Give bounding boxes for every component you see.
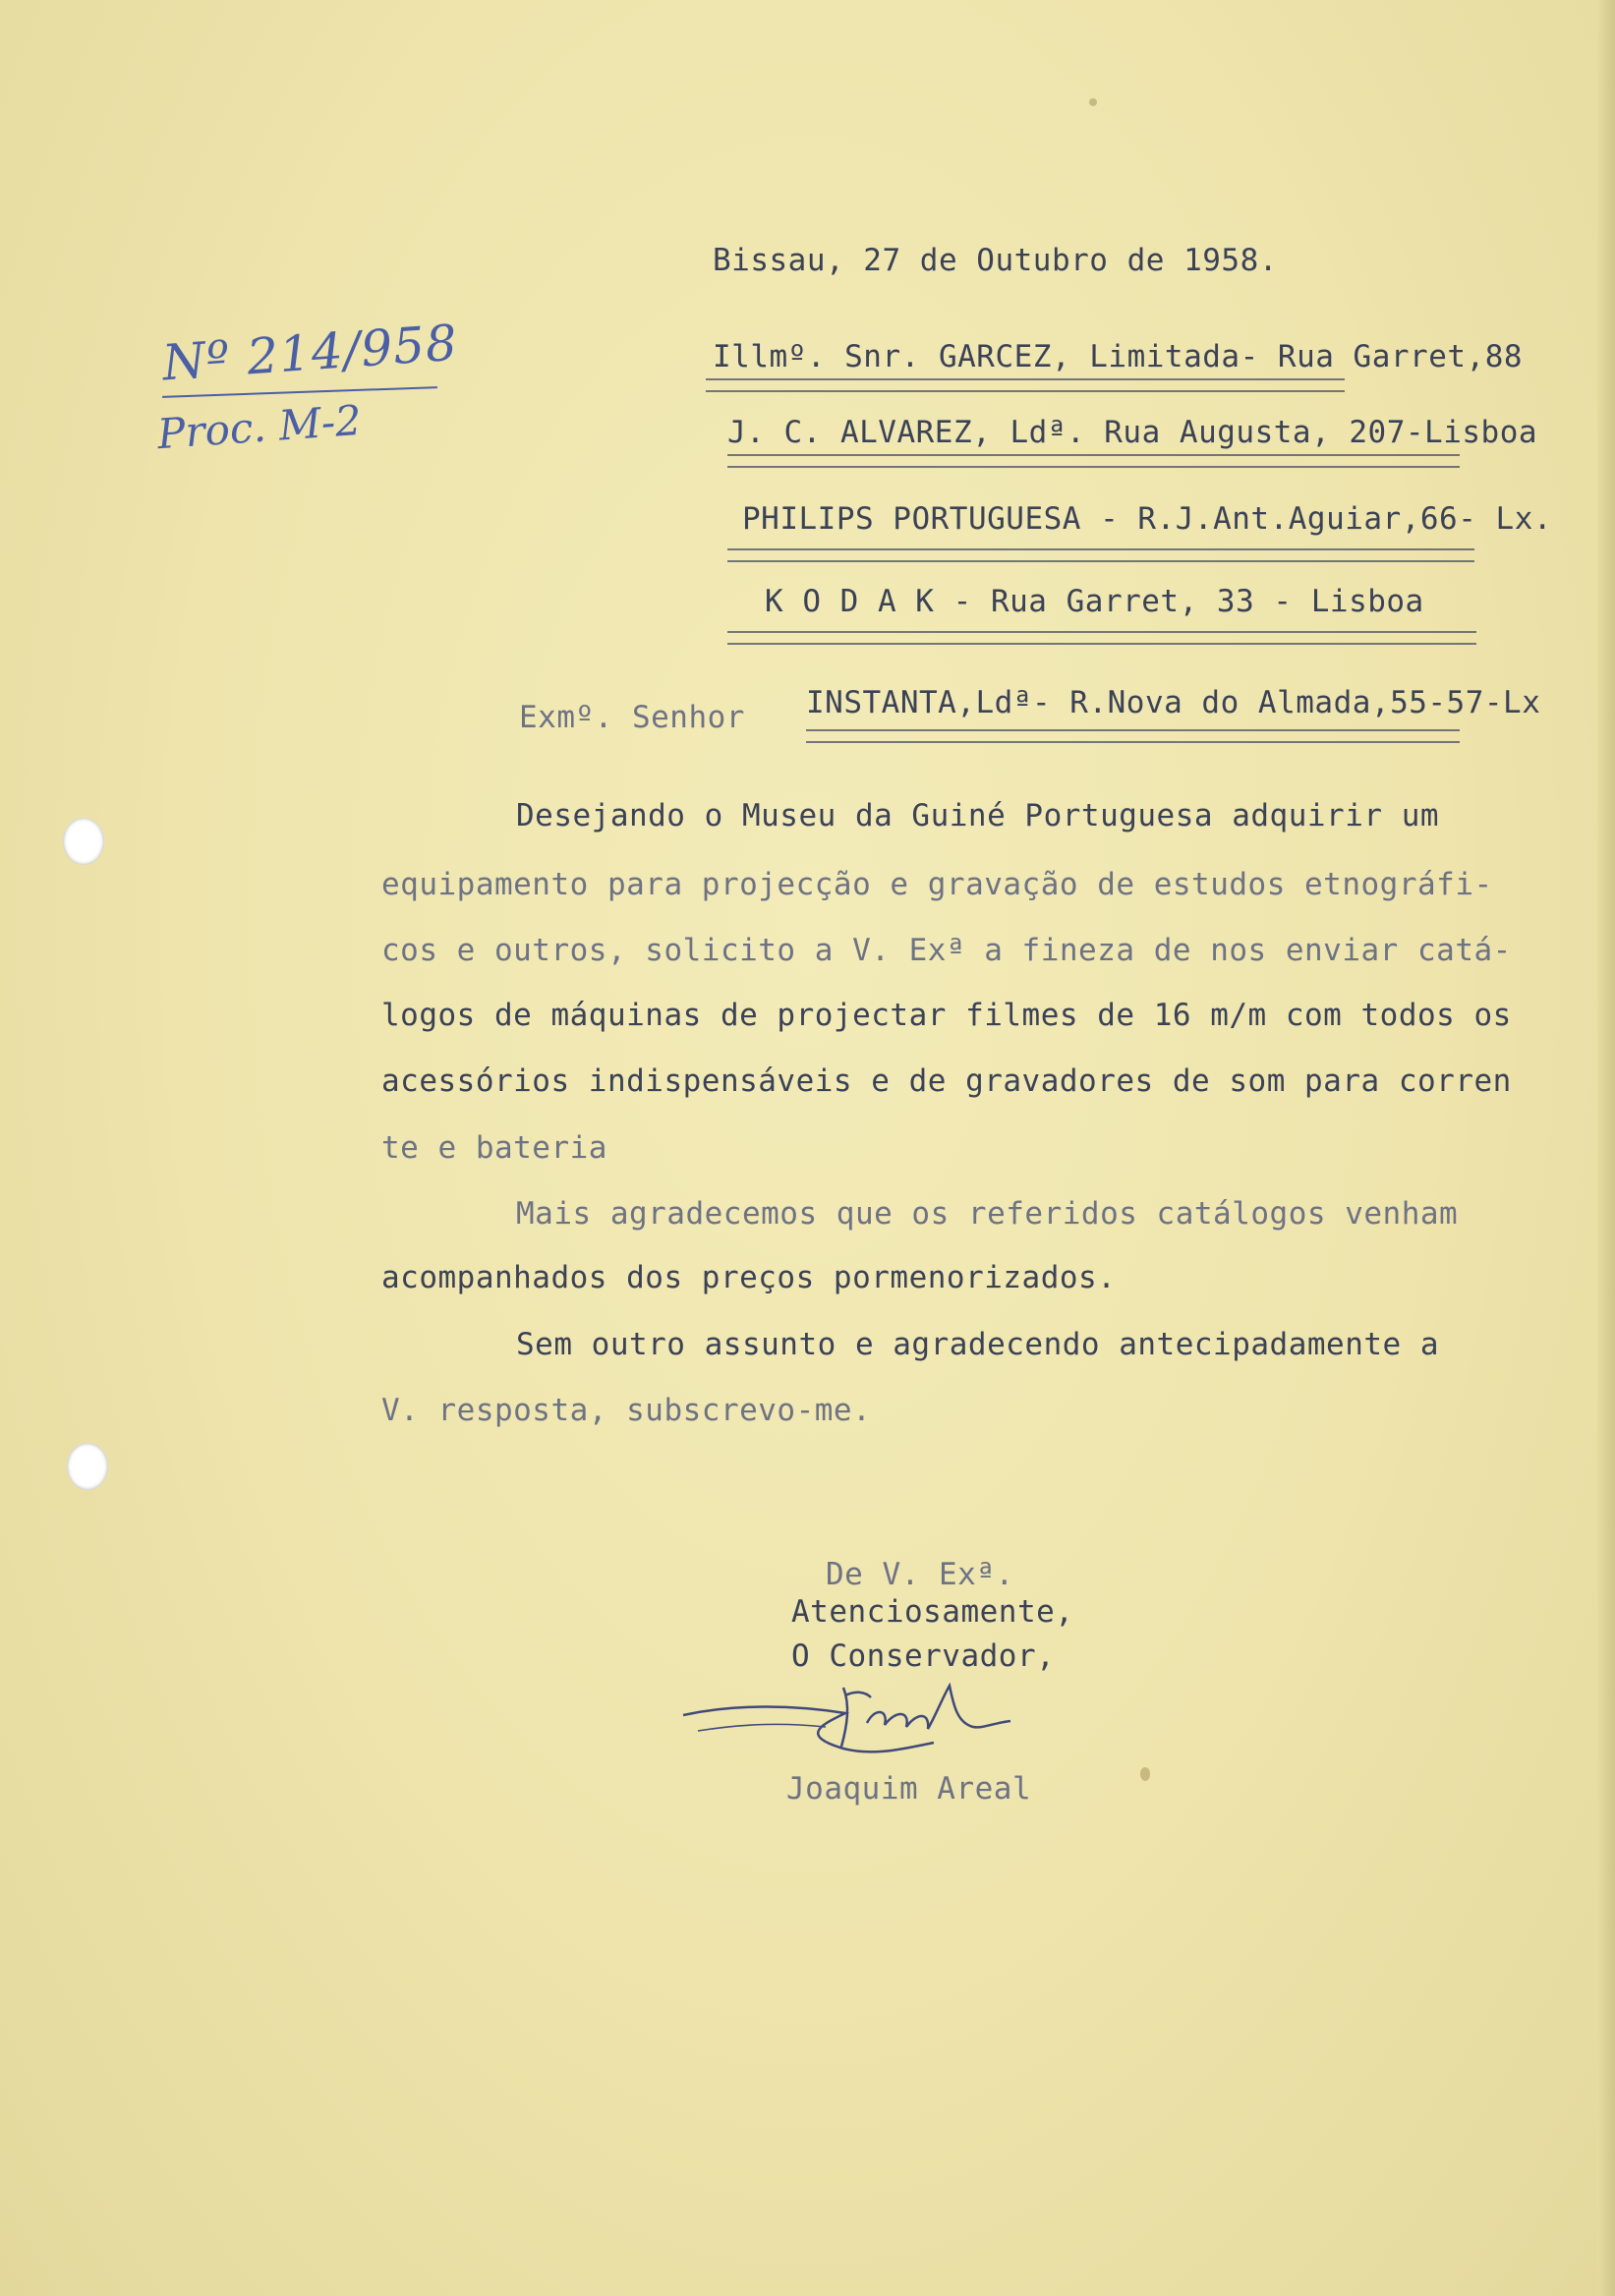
paper-spot xyxy=(1089,98,1097,106)
recipient-rule xyxy=(806,729,1460,743)
handwritten-signature xyxy=(678,1666,1032,1774)
recipient-alvarez: J. C. ALVAREZ, Ldª. Rua Augusta, 207-Lisboa xyxy=(727,415,1538,450)
recipient-rule xyxy=(727,454,1460,468)
body-line: cos e outros, solicito a V. Exª a fineza de nos enviar catá- xyxy=(381,933,1512,968)
body-line: te e bateria xyxy=(381,1130,607,1166)
paper-edge xyxy=(1597,0,1615,2296)
body-line: acessórios indispensáveis e de gravadores de som para corren xyxy=(381,1063,1512,1099)
recipient-instanta: INSTANTA,Ldª- R.Nova do Almada,55-57-Lx xyxy=(806,685,1541,720)
body-line: equipamento para projecção e gravação de estudos etnográfi- xyxy=(381,867,1493,902)
punch-hole-top xyxy=(63,818,104,865)
body-line: Mais agradecemos que os referidos catálogos venham xyxy=(516,1196,1459,1232)
place-date: Bissau, 27 de Outubro de 1958. xyxy=(713,243,1278,278)
recipient-rule xyxy=(727,548,1474,562)
punch-hole-bottom xyxy=(67,1443,108,1490)
handwritten-reference: Nº 214/958 xyxy=(160,314,460,392)
recipient-rule xyxy=(727,631,1476,645)
handwritten-process-number: Proc. M-2 xyxy=(155,395,364,459)
closing-line: O Conservador, xyxy=(791,1638,1056,1674)
body-line: Sem outro assunto e agradecendo antecipadamente a xyxy=(516,1327,1440,1362)
recipient-garcez: Illmº. Snr. GARCEZ, Limitada- Rua Garret,88 xyxy=(713,339,1524,374)
paper-spot xyxy=(1140,1767,1150,1781)
closing-line: De V. Exª. xyxy=(826,1557,1014,1592)
recipient-philips: PHILIPS PORTUGUESA - R.J.Ant.Aguiar,66- Lx. xyxy=(742,501,1553,537)
signature-name: Joaquim Areal xyxy=(786,1771,1032,1807)
closing-line: Atenciosamente, xyxy=(791,1594,1074,1630)
body-line: V. resposta, subscrevo-me. xyxy=(381,1393,872,1428)
body-line: Desejando o Museu da Guiné Portuguesa adquirir um xyxy=(516,798,1440,833)
salutation: Exmº. Senhor xyxy=(519,700,745,735)
recipient-kodak: K O D A K - Rua Garret, 33 - Lisboa xyxy=(765,584,1424,619)
body-line: acompanhados dos preços pormenorizados. xyxy=(381,1260,1117,1295)
recipient-rule xyxy=(706,378,1345,392)
body-line: logos de máquinas de projectar filmes de 16 m/m com todos os xyxy=(381,998,1512,1033)
